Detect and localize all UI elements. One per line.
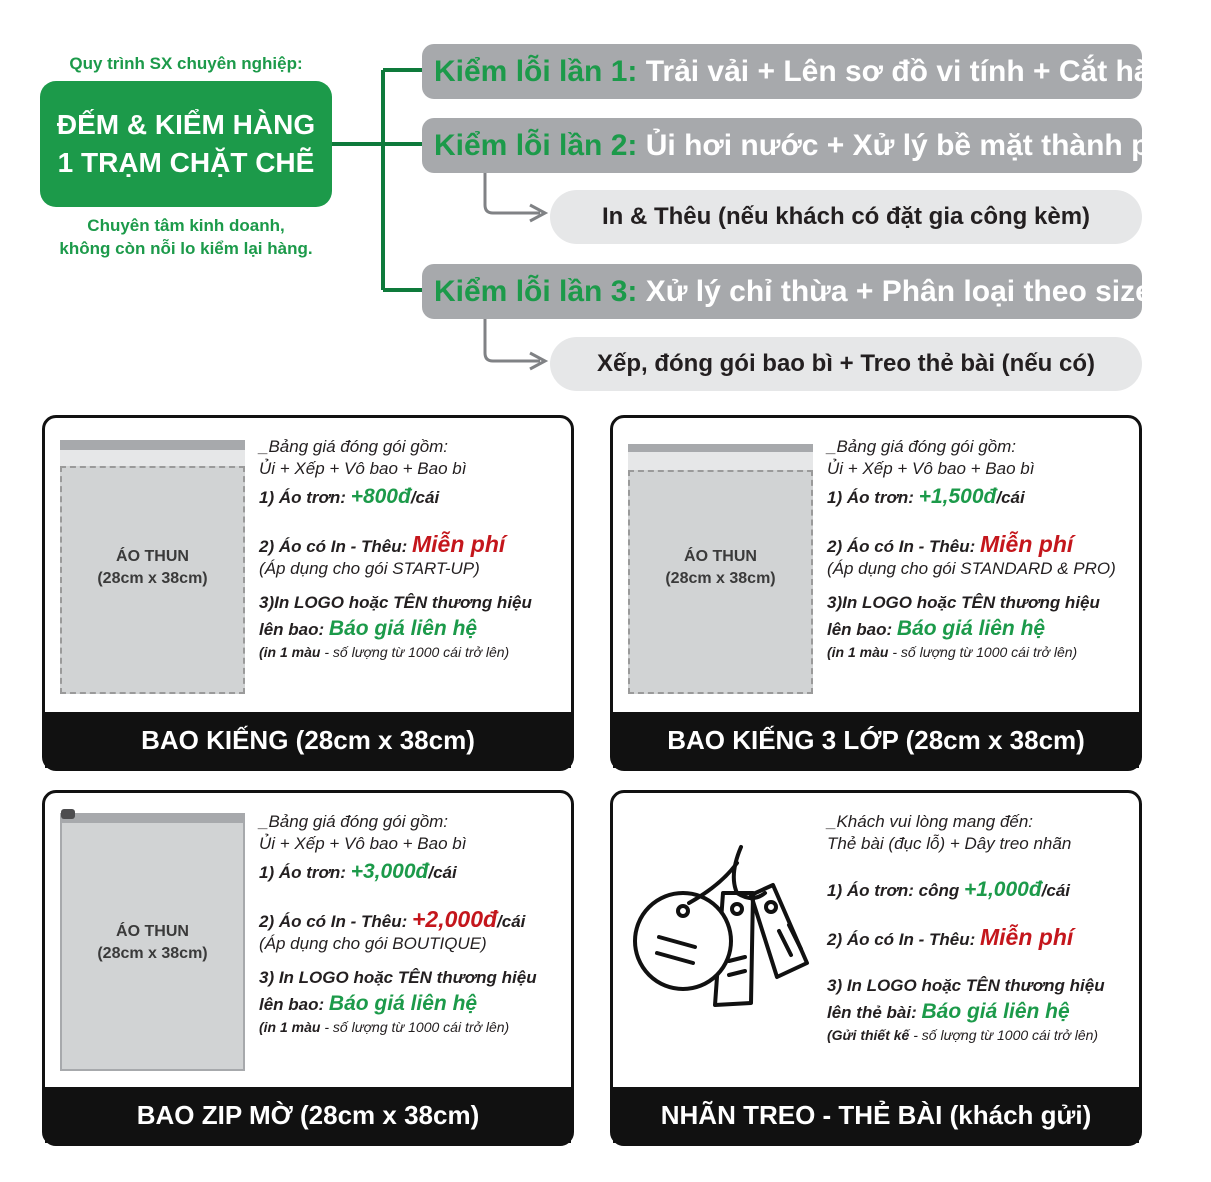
card-1-info: _Bảng giá đóng gói gồm: Ủi + Xếp + Vô bao + Bao bì 1) Áo trơn: +800đ/cái 2) Áo có In - Thêu: Miễn phí (Áp dụng cho gói START-UP) 3)In LOGO hoặc TÊN thương hiệu lên bao: Báo giá liên hệ (in 1 màu - số lượng từ 1000 cái trở lên) <box>259 437 532 660</box>
step-2-pill <box>422 118 1211 173</box>
step-2-text: Ủi hơi nước + Xử lý bề mặt thành phẩm <box>645 128 1211 162</box>
benefit-line-2: không còn nỗi lo kiểm lại hàng. <box>59 239 313 258</box>
step-3-pill <box>422 264 1196 319</box>
main-box-line-1: ĐẾM & KIỂM HÀNG <box>56 109 316 140</box>
step-2-label: Kiểm lỗi lần 2: <box>434 128 638 162</box>
step-1-text: Trải vải + Lên sơ đồ vi tính + Cắt hàng <box>645 54 1188 88</box>
bag-label: ÁO THUN (28cm x 38cm) <box>665 548 776 587</box>
bag-label: ÁO THUN (28cm x 38cm) <box>97 923 208 962</box>
hang-tag-icon <box>625 833 825 1073</box>
card-2-title: BAO KIẾNG 3 LỚP (28cm x 38cm) <box>613 712 1139 768</box>
card-bao-kieng-3-lop <box>610 415 1142 771</box>
substep-1-pill: In & Thêu (nếu khách có đặt gia công kèm) <box>550 190 1142 244</box>
green-connector-lines <box>332 70 424 290</box>
card-4-info: _Khách vui lòng mang đến: Thẻ bài (đục lỗ) + Dây treo nhãn 1) Áo trơn: công +1,000đ/cái 2) Áo có In - Thêu: Miễn phí 3) In LOGO hoặc TÊN thương hiệu lên thẻ bài: Báo giá liên hệ (Gửi thiết kế - số lượng từ 1000 cái trở lên) <box>827 812 1105 1043</box>
step-3-label: Kiểm lỗi lần 3: <box>434 274 638 308</box>
bag-label: ÁO THUN (28cm x 38cm) <box>97 548 208 587</box>
process-caption: Quy trình SX chuyên nghiệp: <box>69 54 303 73</box>
card-1-title: BAO KIẾNG (28cm x 38cm) <box>45 712 571 768</box>
bag-seal <box>60 440 245 450</box>
bag-seal <box>628 444 813 452</box>
step-3-text: Xử lý chỉ thừa + Phân loại theo size áo <box>645 274 1196 308</box>
card-nhan-treo <box>610 790 1142 1146</box>
substep-2-pill: Xếp, đóng gói bao bì + Treo thẻ bài (nếu có) <box>550 337 1142 391</box>
zip-slider-icon <box>61 809 75 819</box>
main-box-line-2: 1 TRẠM CHẶT CHẼ <box>57 147 315 178</box>
step-1-pill <box>422 44 1188 99</box>
benefit-line-1: Chuyên tâm kinh doanh, <box>87 216 285 235</box>
zip-seal <box>60 813 245 821</box>
card-3-info: _Bảng giá đóng gói gồm: Ủi + Xếp + Vô bao + Bao bì 1) Áo trơn: +3,000đ/cái 2) Áo có In - Thêu: +2,000đ/cái (Áp dụng cho gói BOUTIQUE) 3) In LOGO hoặc TÊN thương hiệu lên bao: Báo giá liên hệ (in 1 màu - số lượng từ 1000 cái trở lên) <box>259 812 537 1035</box>
card-bao-kieng <box>42 415 574 771</box>
card-bao-zip <box>42 790 574 1146</box>
card-3-title: BAO ZIP MỜ (28cm x 38cm) <box>45 1087 571 1143</box>
card-2-info: _Bảng giá đóng gói gồm: Ủi + Xếp + Vô bao + Bao bì 1) Áo trơn: +1,500đ/cái 2) Áo có In - Thêu: Miễn phí (Áp dụng cho gói STANDARD & PRO) 3)In LOGO hoặc TÊN thương hiệu lên bao: Báo giá liên hệ (in 1 màu - số lượng từ 1000 cái trở lên) <box>827 437 1116 660</box>
step-1-label: Kiểm lỗi lần 1: <box>434 54 638 88</box>
card-4-title: NHÃN TREO - THẺ BÀI (khách gửi) <box>613 1087 1139 1143</box>
